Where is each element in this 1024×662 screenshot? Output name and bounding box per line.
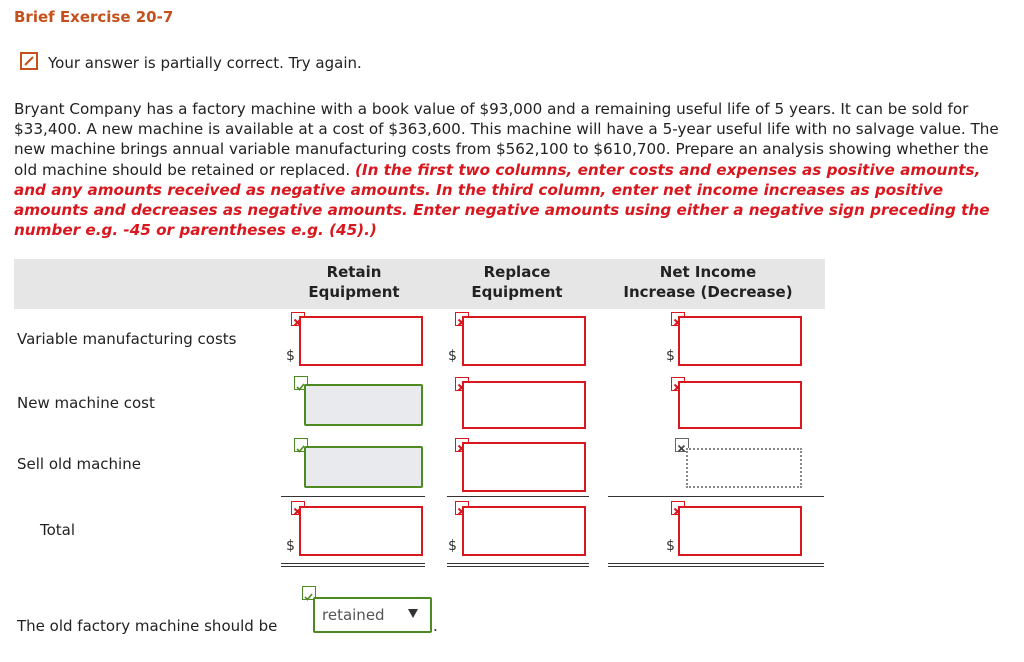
row-label-variable-costs: Variable manufacturing costs (17, 330, 237, 348)
pencil-icon (20, 52, 38, 70)
column-header-line: Net Income (659, 263, 757, 281)
currency-symbol: $ (666, 348, 675, 364)
answer-status-text: Your answer is partially correct. Try again. (48, 54, 362, 72)
row-label-total: Total (40, 521, 76, 539)
total-double-rule (608, 563, 824, 567)
column-header-line: Equipment (471, 283, 563, 301)
conclusion-period: . (433, 617, 438, 635)
column-header-line: Replace (483, 263, 551, 281)
total-retain-input[interactable] (299, 506, 423, 556)
question-instructions: (In the first two columns, enter costs and expenses as positive amounts, and any amounts received as negative amounts. In the third column, enter net income increases as positive amounts and decreases as negative amounts. Enter negative amounts using either a negative sign preceding the number e.g. -45 or parentheses e.g. (45).) (14, 160, 990, 240)
conclusion-dropdown[interactable] (313, 597, 432, 633)
row-label-sell-old-machine: Sell old machine (17, 455, 141, 473)
new-machine-cost-net-income-input[interactable] (678, 381, 802, 429)
total-replace-input[interactable] (462, 506, 586, 556)
total-double-rule (281, 563, 425, 567)
question-text (14, 99, 1014, 240)
row-label-new-machine-cost: New machine cost (17, 394, 155, 412)
question-body: Bryant Company has a factory machine with a book value of $93,000 and a remaining useful life of 5 years. It can be sold for $33,400. A new machine is available at a cost of $363,600. This machine will have a 5-year useful life with no salvage value. The new machine brings annual variable manufacturing costs from $562,100 to $610,700. Prepare an analysis showing whether the old machine should be retained or replaced. (14, 100, 999, 179)
variable-costs-retain-input[interactable] (299, 316, 423, 366)
currency-symbol: $ (666, 538, 675, 554)
new-machine-cost-replace-input[interactable] (462, 381, 586, 429)
sell-old-machine-net-income-input[interactable] (686, 448, 802, 488)
subtotal-rule (281, 496, 425, 497)
currency-symbol: $ (286, 348, 295, 364)
column-header-line: Equipment (308, 283, 400, 301)
variable-costs-replace-input[interactable] (462, 316, 586, 366)
subtotal-rule (608, 496, 824, 497)
column-header-line: Increase (Decrease) (623, 283, 793, 301)
currency-symbol: $ (286, 538, 295, 554)
column-header-net-income (608, 262, 808, 302)
subtotal-rule (447, 496, 589, 497)
dropdown-caret-icon (408, 609, 418, 618)
total-net-income-input[interactable] (678, 506, 802, 556)
currency-symbol: $ (448, 538, 457, 554)
exercise-title: Brief Exercise 20-7 (14, 8, 174, 26)
column-header-retain (284, 262, 424, 302)
conclusion-text: The old factory machine should be (17, 617, 278, 635)
column-header-replace (447, 262, 587, 302)
variable-costs-net-income-input[interactable] (678, 316, 802, 366)
conclusion-selected-value: retained (322, 606, 385, 624)
currency-symbol: $ (448, 348, 457, 364)
sell-old-machine-replace-input[interactable] (462, 442, 586, 492)
column-header-line: Retain (326, 263, 382, 281)
sell-old-machine-retain-input[interactable] (304, 446, 423, 488)
total-double-rule (447, 563, 589, 567)
new-machine-cost-retain-input[interactable] (304, 384, 423, 426)
